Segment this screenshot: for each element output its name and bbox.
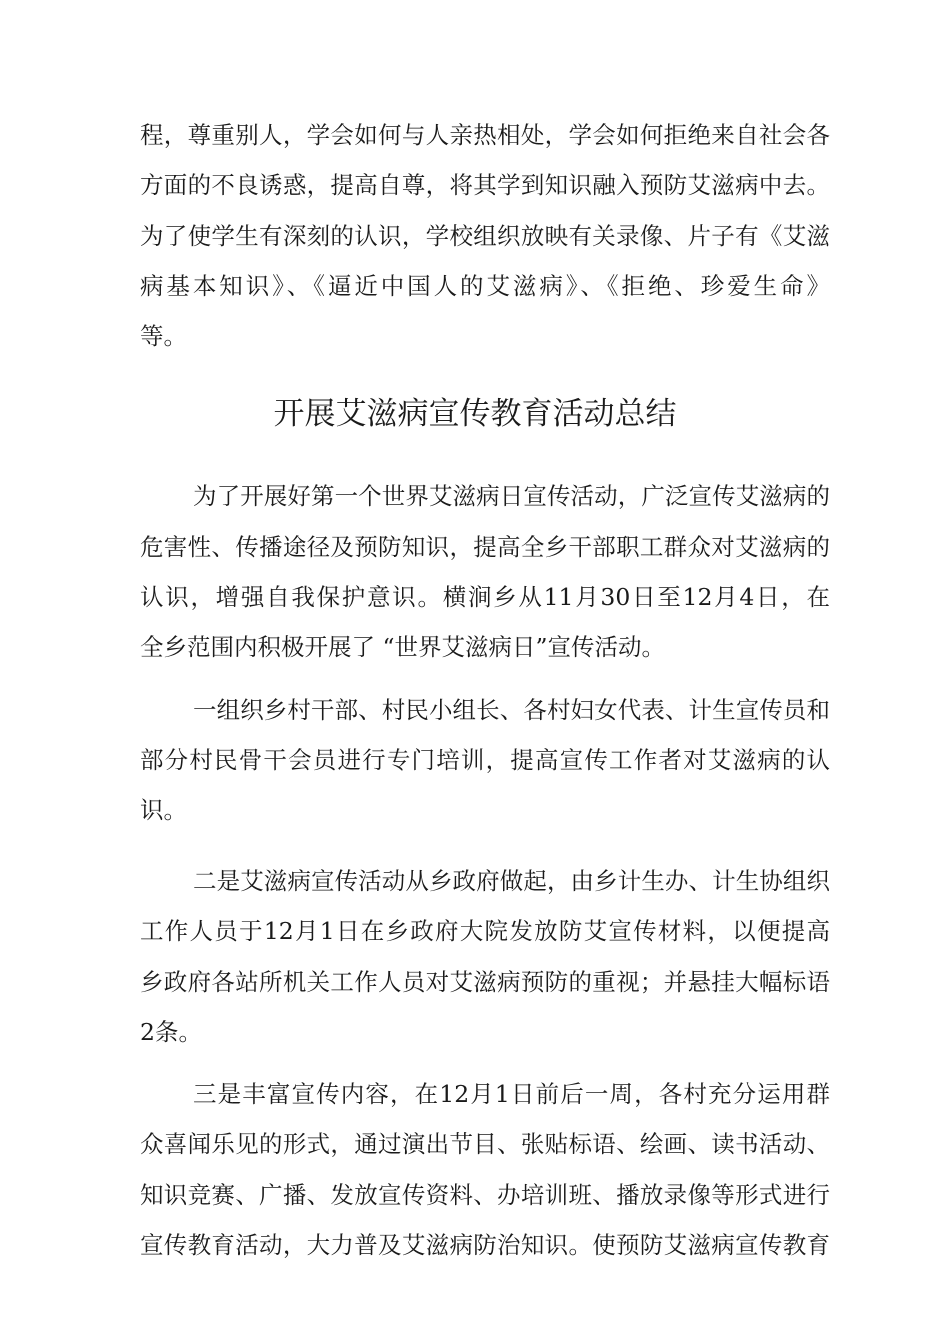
paragraph-line: 全乡范围内积极开展了 “世界艾滋病日”宣传活动。: [140, 633, 665, 661]
paragraph-line: 危害性、传播途径及预防知识，提高全乡干部职工群众对艾滋病的: [140, 533, 830, 561]
intro-line: 等。: [140, 322, 187, 350]
paragraph-line: 三是丰富宣传内容，在12月1日前后一周，各村充分运用群: [193, 1080, 830, 1108]
paragraph-line: 一组织乡村干部、村民小组长、各村妇女代表、计生宣传员和: [193, 696, 830, 724]
intro-line: 程，尊重别人，学会如何与人亲热相处，学会如何拒绝来自社会各: [140, 121, 830, 149]
paragraph-line: 众喜闻乐见的形式，通过演出节目、张贴标语、绘画、读书活动、: [140, 1130, 830, 1158]
document-title: 开展艾滋病宣传教育活动总结: [273, 396, 677, 432]
paragraph-line: 2条。: [140, 1018, 202, 1046]
paragraph-line: 认识，增强自我保护意识。横涧乡从11月30日至12月4日，在: [140, 583, 830, 611]
intro-line: 为了使学生有深刻的认识，学校组织放映有关录像、片子有《艾滋: [140, 222, 830, 250]
paragraph-line: 二是艾滋病宣传活动从乡政府做起，由乡计生办、计生协组织: [193, 867, 830, 895]
paragraph-line: 知识竞赛、广播、发放宣传资料、办培训班、播放录像等形式进行: [140, 1181, 830, 1209]
paragraph-line: 乡政府各站所机关工作人员对艾滋病预防的重视；并悬挂大幅标语: [140, 968, 830, 996]
paragraph-line: 识。: [140, 796, 187, 824]
paragraph-line: 为了开展好第一个世界艾滋病日宣传活动，广泛宣传艾滋病的: [193, 482, 830, 510]
intro-line: 病基本知识》、《逼近中国人的艾滋病》、《拒绝、珍爱生命》: [140, 272, 830, 300]
paragraph-line: 宣传教育活动，大力普及艾滋病防治知识。使预防艾滋病宣传教育: [140, 1231, 830, 1259]
intro-line: 方面的不良诱惑，提高自尊，将其学到知识融入预防艾滋病中去。: [140, 171, 830, 199]
paragraph-line: 部分村民骨干会员进行专门培训，提高宣传工作者对艾滋病的认: [140, 746, 830, 774]
paragraph-line: 工作人员于12月1日在乡政府大院发放防艾宣传材料，以便提高: [140, 917, 830, 945]
